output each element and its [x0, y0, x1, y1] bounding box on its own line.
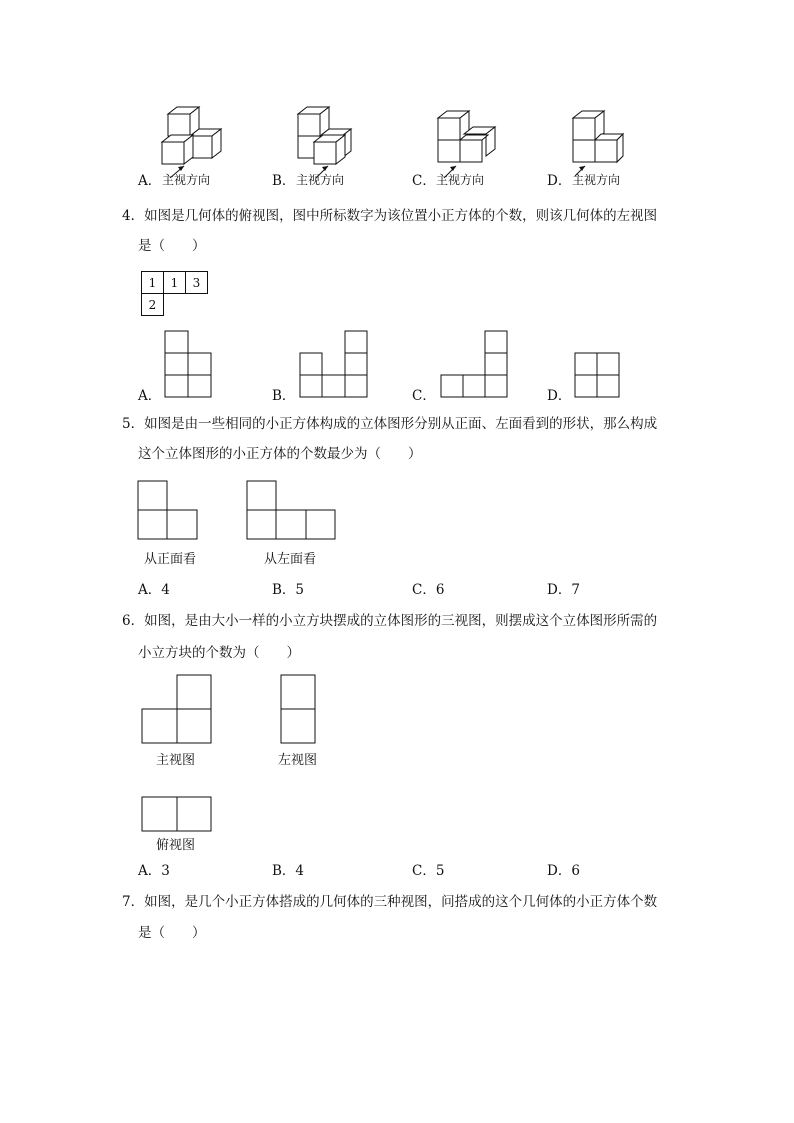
q4-option-b-label[interactable]: B．	[272, 388, 296, 404]
q3-option-a-letter[interactable]: A．	[138, 173, 162, 189]
q6-top-view-label: 俯视图	[156, 838, 196, 853]
q6-left-view-label: 左视图	[278, 753, 318, 768]
q4-option-a-label[interactable]: A．	[138, 388, 162, 404]
q4-option-a-figure	[165, 331, 211, 399]
q4-option-c-label[interactable]: C．	[412, 388, 436, 404]
q3-figure-d	[565, 104, 645, 170]
q3-option-d-letter[interactable]: D．	[547, 173, 572, 189]
q3-option-c-letter[interactable]: C．	[412, 173, 436, 189]
q6-left-view	[281, 675, 317, 745]
q3-figure-c	[430, 104, 510, 170]
q6-option-c[interactable]: C．5	[412, 863, 445, 879]
q4-option-c-figure	[441, 331, 509, 399]
q5-option-c[interactable]: C．6	[412, 582, 445, 598]
q5-option-d[interactable]: D．7	[547, 582, 580, 598]
q6-option-d[interactable]: D．6	[547, 863, 580, 879]
q3-figure-a	[150, 100, 230, 170]
q3-option-c-direction-label: 主视方向	[436, 173, 485, 187]
q6-main-view-label: 主视图	[156, 753, 196, 768]
q6-option-b[interactable]: B．4	[272, 863, 305, 879]
q4-option-d-figure	[575, 353, 621, 399]
q5-option-a[interactable]: A．4	[138, 582, 170, 598]
q5-front-view	[138, 481, 200, 541]
q4-option-d-label[interactable]: D．	[547, 388, 572, 404]
q3-option-a-direction-label: 主视方向	[162, 173, 211, 187]
q4-grid-cell: 1	[141, 271, 164, 294]
q5-left-view	[247, 481, 337, 541]
q4-grid-cell: 2	[141, 293, 164, 316]
q5-left-view-label: 从左面看	[264, 552, 317, 567]
q6-main-view	[142, 675, 212, 745]
q3-option-b-letter[interactable]: B．	[272, 173, 296, 189]
q3-figure-b	[290, 100, 370, 170]
q7-stem-line-1: 7．如图，是几个小正方体搭成的几何体的三种视图，问搭成的这个几何体的小正方体个数	[122, 894, 658, 910]
q5-stem-line-1: 5．如图是由一些相同的小正方体构成的立体图形分别从正面、左面看到的形状，那么构成	[122, 416, 658, 432]
q7-stem-line-2: 是（ ）	[138, 925, 206, 941]
q5-stem-line-2: 这个立体图形的小正方体的个数最少为（ ）	[138, 446, 422, 462]
q4-option-b-figure	[300, 331, 368, 399]
q6-option-a[interactable]: A．3	[138, 863, 170, 879]
q4-stem-line-1: 4．如图是几何体的俯视图，图中所标数字为该位置小正方体的个数，则该几何体的左视图	[122, 208, 658, 224]
q4-grid-cell: 1	[163, 271, 186, 294]
q4-stem-line-2: 是（ ）	[138, 238, 206, 254]
q4-grid-cell: 3	[185, 271, 208, 294]
q6-stem-line-2: 小立方块的个数为（ ）	[138, 645, 300, 661]
q5-front-view-label: 从正面看	[144, 552, 197, 567]
q6-top-view	[142, 797, 212, 833]
q6-stem-line-1: 6．如图，是由大小一样的小立方块摆成的立体图形的三视图，则摆成这个立体图形所需的	[122, 613, 658, 629]
q3-option-b-direction-label: 主视方向	[296, 173, 345, 187]
q3-option-d-direction-label: 主视方向	[572, 173, 621, 187]
q5-option-b[interactable]: B．5	[272, 582, 305, 598]
